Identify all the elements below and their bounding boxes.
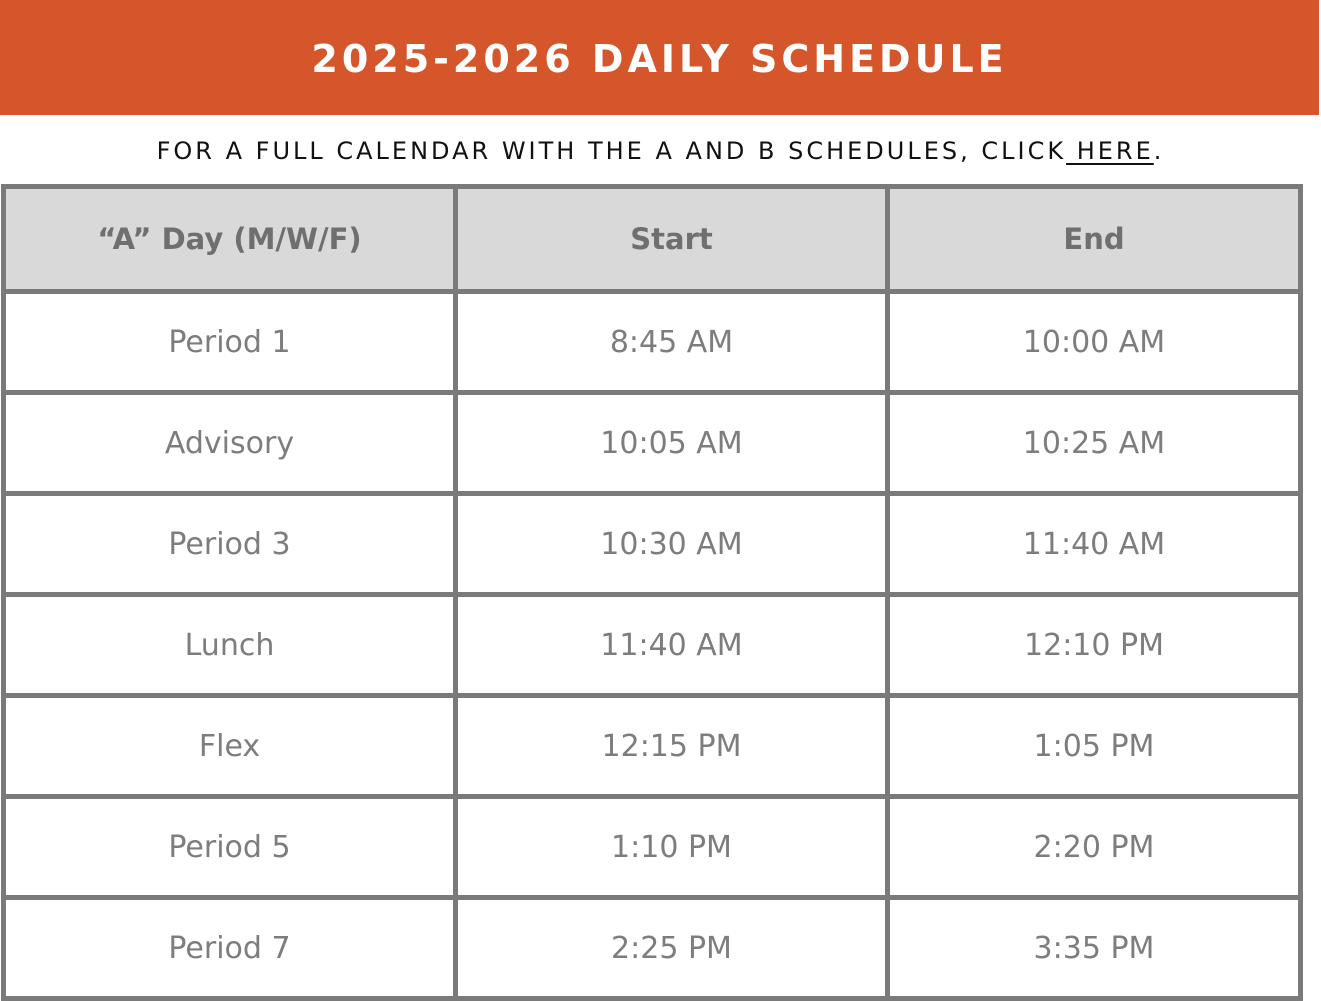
table-row xyxy=(4,595,1301,696)
table-row xyxy=(4,696,1301,797)
start-time-cell: 11:40 AM xyxy=(456,595,888,696)
table-row xyxy=(4,898,1301,999)
period-cell: Flex xyxy=(4,696,456,797)
calendar-note-period: . xyxy=(1153,137,1165,165)
period-cell: Period 1 xyxy=(4,292,456,393)
start-time-cell: 10:05 AM xyxy=(456,393,888,494)
calendar-note xyxy=(0,131,1321,171)
table-row xyxy=(4,797,1301,898)
start-time-cell: 1:10 PM xyxy=(456,797,888,898)
period-cell: Lunch xyxy=(4,595,456,696)
column-header-start: Start xyxy=(456,187,888,292)
table-row xyxy=(4,494,1301,595)
table-row xyxy=(4,393,1301,494)
here-link[interactable]: HERE xyxy=(1066,137,1154,165)
period-cell: Period 3 xyxy=(4,494,456,595)
column-header-day: “A” Day (M/W/F) xyxy=(4,187,456,292)
table-row xyxy=(4,292,1301,393)
end-time-cell: 10:00 AM xyxy=(888,292,1301,393)
schedule-table xyxy=(1,184,1303,1001)
start-time-cell: 10:30 AM xyxy=(456,494,888,595)
table-header-row xyxy=(4,187,1301,292)
title-banner xyxy=(0,0,1319,115)
period-cell: Period 5 xyxy=(4,797,456,898)
end-time-cell: 11:40 AM xyxy=(888,494,1301,595)
calendar-note-text: FOR A FULL CALENDAR WITH THE A AND B SCHEDULES, CLICK xyxy=(156,137,1067,165)
end-time-cell: 1:05 PM xyxy=(888,696,1301,797)
page-title: 2025-2026 DAILY SCHEDULE xyxy=(311,36,1008,81)
start-time-cell: 8:45 AM xyxy=(456,292,888,393)
start-time-cell: 2:25 PM xyxy=(456,898,888,999)
end-time-cell: 2:20 PM xyxy=(888,797,1301,898)
end-time-cell: 3:35 PM xyxy=(888,898,1301,999)
end-time-cell: 12:10 PM xyxy=(888,595,1301,696)
period-cell: Period 7 xyxy=(4,898,456,999)
period-cell: Advisory xyxy=(4,393,456,494)
column-header-end: End xyxy=(888,187,1301,292)
start-time-cell: 12:15 PM xyxy=(456,696,888,797)
end-time-cell: 10:25 AM xyxy=(888,393,1301,494)
